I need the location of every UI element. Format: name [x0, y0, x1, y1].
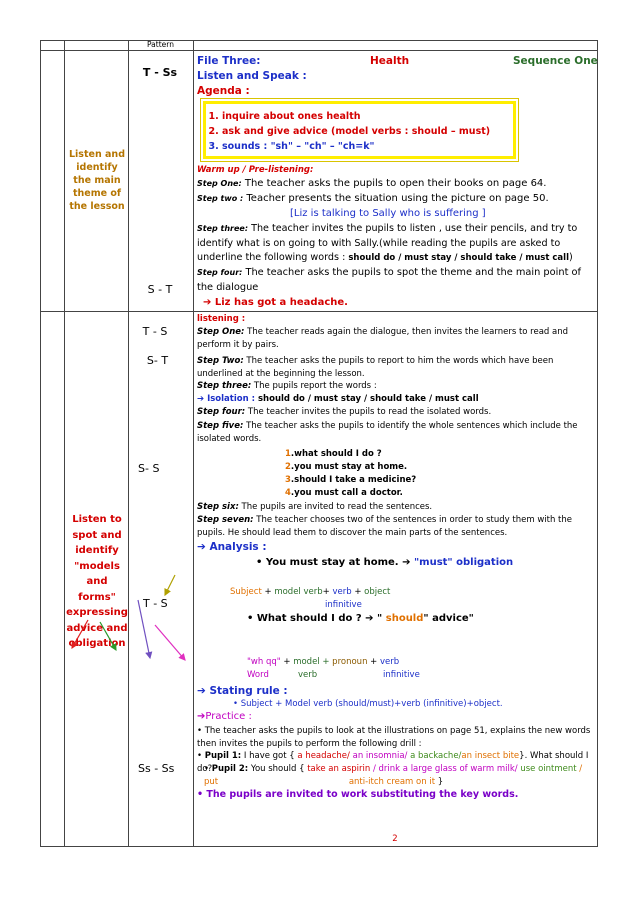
s-five-label: Step five: [197, 421, 244, 431]
agenda-item-3: 3. sounds : "sh" – "ch" – "ch=k" [222, 139, 513, 154]
pupil-1-headache: a headache/ [297, 751, 350, 761]
objective-2: Listen to spot and identify "models and forms" expressing advice and obligation [66, 514, 128, 649]
s-three-block [197, 380, 595, 393]
s-two-text: The teacher asks the pupils to report to him the words which have been underlined at the beginning the lesson. [197, 356, 554, 379]
pattern-header: Pattern [147, 40, 174, 49]
pattern-s-t: S - T [147, 283, 173, 296]
sentence-4 [285, 487, 403, 500]
formula-1-subject: Subject [230, 587, 262, 597]
s-two-block [197, 355, 595, 381]
s-three-text: The pupils report the words : [251, 381, 377, 391]
pattern-2-3: S- S [138, 462, 160, 475]
file-label: File Three: [197, 55, 261, 67]
pupil-2-cream: anti-itch cream on it [348, 777, 436, 787]
formula-2-verb-label: verb [298, 670, 318, 680]
s-four-label: Step four: [197, 407, 246, 417]
step-one-label: Step One: [197, 179, 242, 188]
sentence-3-num: 3 [285, 475, 291, 485]
step-four-label: Step four: [197, 268, 243, 277]
formula-2-plus-2: + [367, 657, 380, 667]
s-two-label: Step Two: [197, 356, 244, 366]
step-one-line [197, 177, 595, 191]
lesson-title: Health [370, 55, 410, 67]
s-four-block [197, 406, 595, 419]
step-three-text: The teacher invites the pupils to listen , use their pencils, and try to identify what is on going to with Sally.(while reading the pupils are asked to underline the following words : [197, 223, 578, 263]
arrow-red [72, 620, 88, 648]
agenda-item-2: 2. ask and give advice (model verbs : should – must) [222, 124, 513, 139]
example-2-text: What should I do ? ➔ [256, 613, 378, 624]
formula-1-plus-2: + [322, 587, 333, 597]
step-three-end: ) [568, 252, 573, 263]
s-five-block [197, 420, 595, 446]
s-five-text: The teacher asks the pupils to identify the whole sentences which include the isolated words. [197, 421, 578, 444]
pupil-2-milk: / drink a large glass of warm milk/ [370, 764, 518, 774]
table-border-bottom [40, 846, 598, 847]
step-two-quote: [Liz is talking to Sally who is suffering ] [290, 208, 486, 219]
pattern-2-4: T - S [143, 597, 168, 610]
formula-2-word: Word [247, 670, 269, 680]
step-two-text: Teacher presents the situation using the picture on page 50. [243, 193, 549, 204]
arrows-decoration [60, 560, 190, 670]
formula-1 [230, 587, 390, 597]
example-1 [256, 557, 513, 568]
example-2-should: should [385, 613, 424, 624]
agenda-label: Agenda : [197, 85, 250, 97]
rule-label: ➔ Stating rule : [197, 685, 288, 697]
table-border-top [40, 40, 598, 41]
table-col-5 [597, 40, 598, 847]
isolation-label: ➔ Isolation : [197, 394, 256, 404]
rule-text [233, 698, 503, 711]
s-one-text: The teacher reads again the dialogue, then invites the learners to read and perform it by pairs. [197, 327, 569, 350]
step-two-label: Step two : [197, 194, 244, 203]
practice-text [197, 725, 595, 751]
formula-2-pronoun: pronoun [329, 657, 368, 667]
sentence-4-num: 4 [285, 488, 291, 498]
warmup-label: Warm up / Pre-listening: [197, 165, 314, 175]
formula-1-infinitive: infinitive [325, 600, 362, 610]
sentence-3 [285, 474, 416, 487]
practice-instructions: The teacher asks the pupils to look at the illustrations on page 51, explains the new words then invites the pupils to perform the following drill : [197, 726, 591, 749]
result-line: ➔ Liz has got a headache. [203, 297, 348, 308]
table-col-1 [40, 40, 41, 847]
pupil-2-line-2 [197, 776, 595, 789]
example-1-text: You must stay at home. ➔ [265, 557, 414, 568]
pupil-2-put: / put [204, 764, 583, 787]
step-four-block [197, 266, 595, 295]
arrow-purple [138, 600, 150, 658]
pupil-1-backache: a backache/ [407, 751, 462, 761]
pattern-2-5: Ss - Ss [138, 762, 175, 775]
listening-label: listening : [197, 314, 246, 324]
s-four-text: The teacher invites the pupils to read the isolated words. [245, 407, 492, 417]
final-text: The pupils are invited to work substituting the key words. [206, 789, 519, 800]
formula-2 [247, 657, 399, 667]
table-col-2 [64, 40, 65, 847]
pupil-2-close: } [435, 777, 444, 787]
table-border-row1 [40, 311, 598, 312]
step-four-text: The teacher asks the pupils to spot the theme and the main point of the dialogue [197, 267, 581, 293]
s-seven-text: The teacher chooses two of the sentences in order to study them with the pupils. He should lead them to discover the main parts of the sentences. [197, 515, 573, 538]
formula-1-model: model verb [274, 587, 323, 597]
sequence-label: Sequence One [513, 55, 598, 67]
sentence-1-text: .what should I do ? [290, 449, 382, 459]
example-1-note: "must" obligation [413, 557, 514, 568]
isolation-words: should do / must stay / should take / must call [255, 394, 479, 404]
example-2-quote-close: " advice" [423, 613, 474, 624]
arrow-green [100, 622, 116, 650]
formula-2-wh: "wh qq" [247, 657, 281, 667]
example-2 [247, 613, 474, 624]
s-six-text: The pupils are invited to read the sentences. [238, 502, 433, 512]
pattern-2-2: S- T [146, 354, 169, 367]
pupil-2-a: You should { [248, 764, 308, 774]
rule-formula: Subject + Model verb (should/must)+verb (infinitive)+object. [240, 699, 503, 709]
pupil-1-insomnia: an insomnia/ [349, 751, 408, 761]
arrow-olive [165, 575, 175, 595]
table-col-3 [128, 40, 129, 847]
formula-2-infinitive: infinitive [383, 670, 420, 680]
pupil-1-a: I have got { [241, 751, 298, 761]
pupil-2-label: Pupil 2: [211, 764, 249, 774]
sentence-1 [285, 448, 382, 461]
sentence-2 [285, 461, 407, 474]
sentence-2-num: 2 [285, 462, 291, 472]
pattern-t-ss: T - Ss [142, 66, 178, 79]
formula-1-object: object [364, 587, 391, 597]
pupil-2-ointment: use ointment [517, 764, 577, 774]
formula-2-verb: verb [379, 657, 400, 667]
s-one-label: Step One: [197, 327, 245, 337]
s-three-label: Step three: [197, 381, 252, 391]
step-one-text: The teacher asks the pupils to open their books on page 64. [241, 178, 547, 189]
agenda-box [203, 101, 516, 159]
practice-label: ➔Practice : [197, 711, 252, 722]
final-instruction [197, 789, 518, 800]
step-two-line [197, 192, 595, 206]
sentence-1-num: 1 [285, 449, 291, 459]
pattern-2-1: T - S [142, 325, 168, 338]
step-three-label: Step three: [197, 224, 249, 233]
s-six-block [197, 501, 595, 514]
formula-1-plus-3: + [351, 587, 365, 597]
formula-2-model: model + [293, 657, 330, 667]
formula-1-verb: verb [332, 587, 352, 597]
s-seven-label: Step seven: [197, 515, 254, 525]
sentence-4-text: .you must call a doctor. [290, 488, 403, 498]
table-col-4 [193, 40, 194, 847]
s-seven-block [197, 514, 595, 540]
objective-1: Listen and identify the main theme of the lesson [69, 149, 125, 212]
pupil-1-insect-bite: an insect bite [461, 751, 520, 761]
pupil-1-label: Pupil 1: [204, 751, 242, 761]
step-three-words: should do / must stay / should take / must call [348, 253, 569, 263]
step-three-block [197, 222, 595, 266]
formula-1-plus-1: + [261, 587, 275, 597]
arrow-magenta [155, 625, 185, 660]
pupil-1-question: }. What should I do? [197, 751, 589, 774]
analysis-label: ➔ Analysis : [197, 541, 267, 553]
example-2-quote-open: " [377, 613, 386, 624]
pupil-2-aspirin: take an aspirin [307, 764, 371, 774]
sentence-2-text: .you must stay at home. [290, 462, 408, 472]
table-border-header [40, 50, 598, 51]
formula-2-plus-1: + [280, 657, 294, 667]
isolation-line [197, 393, 595, 406]
s-six-label: Step six: [197, 502, 239, 512]
agenda-item-1: 1. inquire about ones health [222, 109, 513, 124]
s-one-block [197, 326, 595, 352]
page-number: 2 [392, 834, 398, 844]
sentence-3-text: .should I take a medicine? [290, 475, 417, 485]
listen-speak-label: Listen and Speak : [197, 70, 307, 82]
